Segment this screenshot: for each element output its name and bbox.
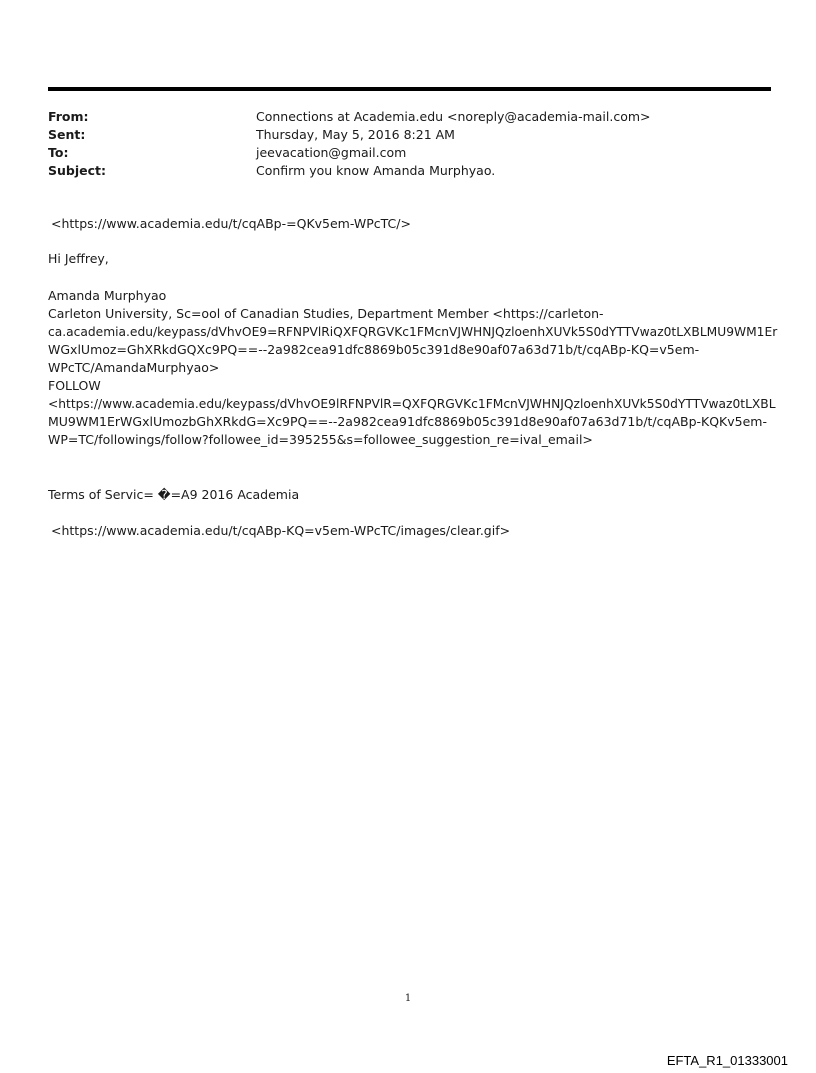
bottom-link[interactable]: <https://www.academia.edu/t/cqABp-KQ=v5em-WPcTC/images/clear.gif> bbox=[51, 523, 511, 538]
top-link[interactable]: <https://www.academia.edu/t/cqABp-=QKv5em-WPcTC/> bbox=[51, 216, 411, 231]
to-row bbox=[48, 144, 771, 162]
sent-value: Thursday, May 5, 2016 8:21 AM bbox=[256, 127, 455, 142]
follow-link-line[interactable]: <https://www.academia.edu/keypass/dVhvOE9lRFNPVlR=QXFQRGVKc1FMcnVJWHNJQzloenhXUVk5S0dYTTVwaz0tLXBL bbox=[48, 397, 776, 411]
affiliation-line: WPcTC/AmandaMurphyao> bbox=[48, 360, 220, 375]
affiliation-line: Carleton University, Sc=ool of Canadian Studies, Department Member <https://carleton- bbox=[48, 306, 604, 321]
from-value: Connections at Academia.edu <noreply@academia-mail.com> bbox=[256, 109, 651, 124]
document-id: EFTA_R1_01333001 bbox=[666, 1053, 788, 1068]
subject-row bbox=[48, 162, 771, 180]
greeting: Hi Jeffrey, bbox=[48, 251, 109, 266]
from-row bbox=[48, 108, 771, 126]
terms-line: Terms of Servic= �=A9 2016 Academia bbox=[48, 487, 300, 502]
follow-link-line[interactable]: MU9WM1ErWGxlUmozbGhXRkdG=Xc9PQ==--2a982cea91dfc8869b05c391d8e90af07a63d71b/t/cqABp-KQKv5em- bbox=[48, 414, 767, 429]
page-number: 1 bbox=[404, 993, 412, 1004]
affiliation-line: WGxlUmoz=GhXRkdGQXc9PQ==--2a982cea91dfc8869b05c391d8e90af07a63d71b/t/cqABp-KQ=v5em- bbox=[48, 342, 700, 357]
sent-label: Sent: bbox=[48, 127, 86, 142]
subject-label: Subject: bbox=[48, 163, 106, 178]
to-label: To: bbox=[48, 145, 69, 160]
follow-link-line[interactable]: WP=TC/followings/follow?followee_id=395255&s=followee_suggestion_re=ival_email> bbox=[48, 432, 593, 447]
from-label: From: bbox=[48, 109, 89, 124]
sent-row bbox=[48, 126, 771, 144]
affiliation-line: ca.academia.edu/keypass/dVhvOE9=RFNPVlRiQXFQRGVKc1FMcnVJWHNJQzloenhXUVk5S0dYTTVwaz0tLXBLMU9WM1Er bbox=[48, 325, 778, 339]
to-value: jeevacation@gmail.com bbox=[256, 145, 407, 160]
follow-label[interactable]: FOLLOW bbox=[48, 378, 101, 393]
subject-value: Confirm you know Amanda Murphyao. bbox=[256, 163, 496, 178]
contact-name: Amanda Murphyao bbox=[48, 288, 167, 303]
header-rule bbox=[48, 87, 771, 91]
